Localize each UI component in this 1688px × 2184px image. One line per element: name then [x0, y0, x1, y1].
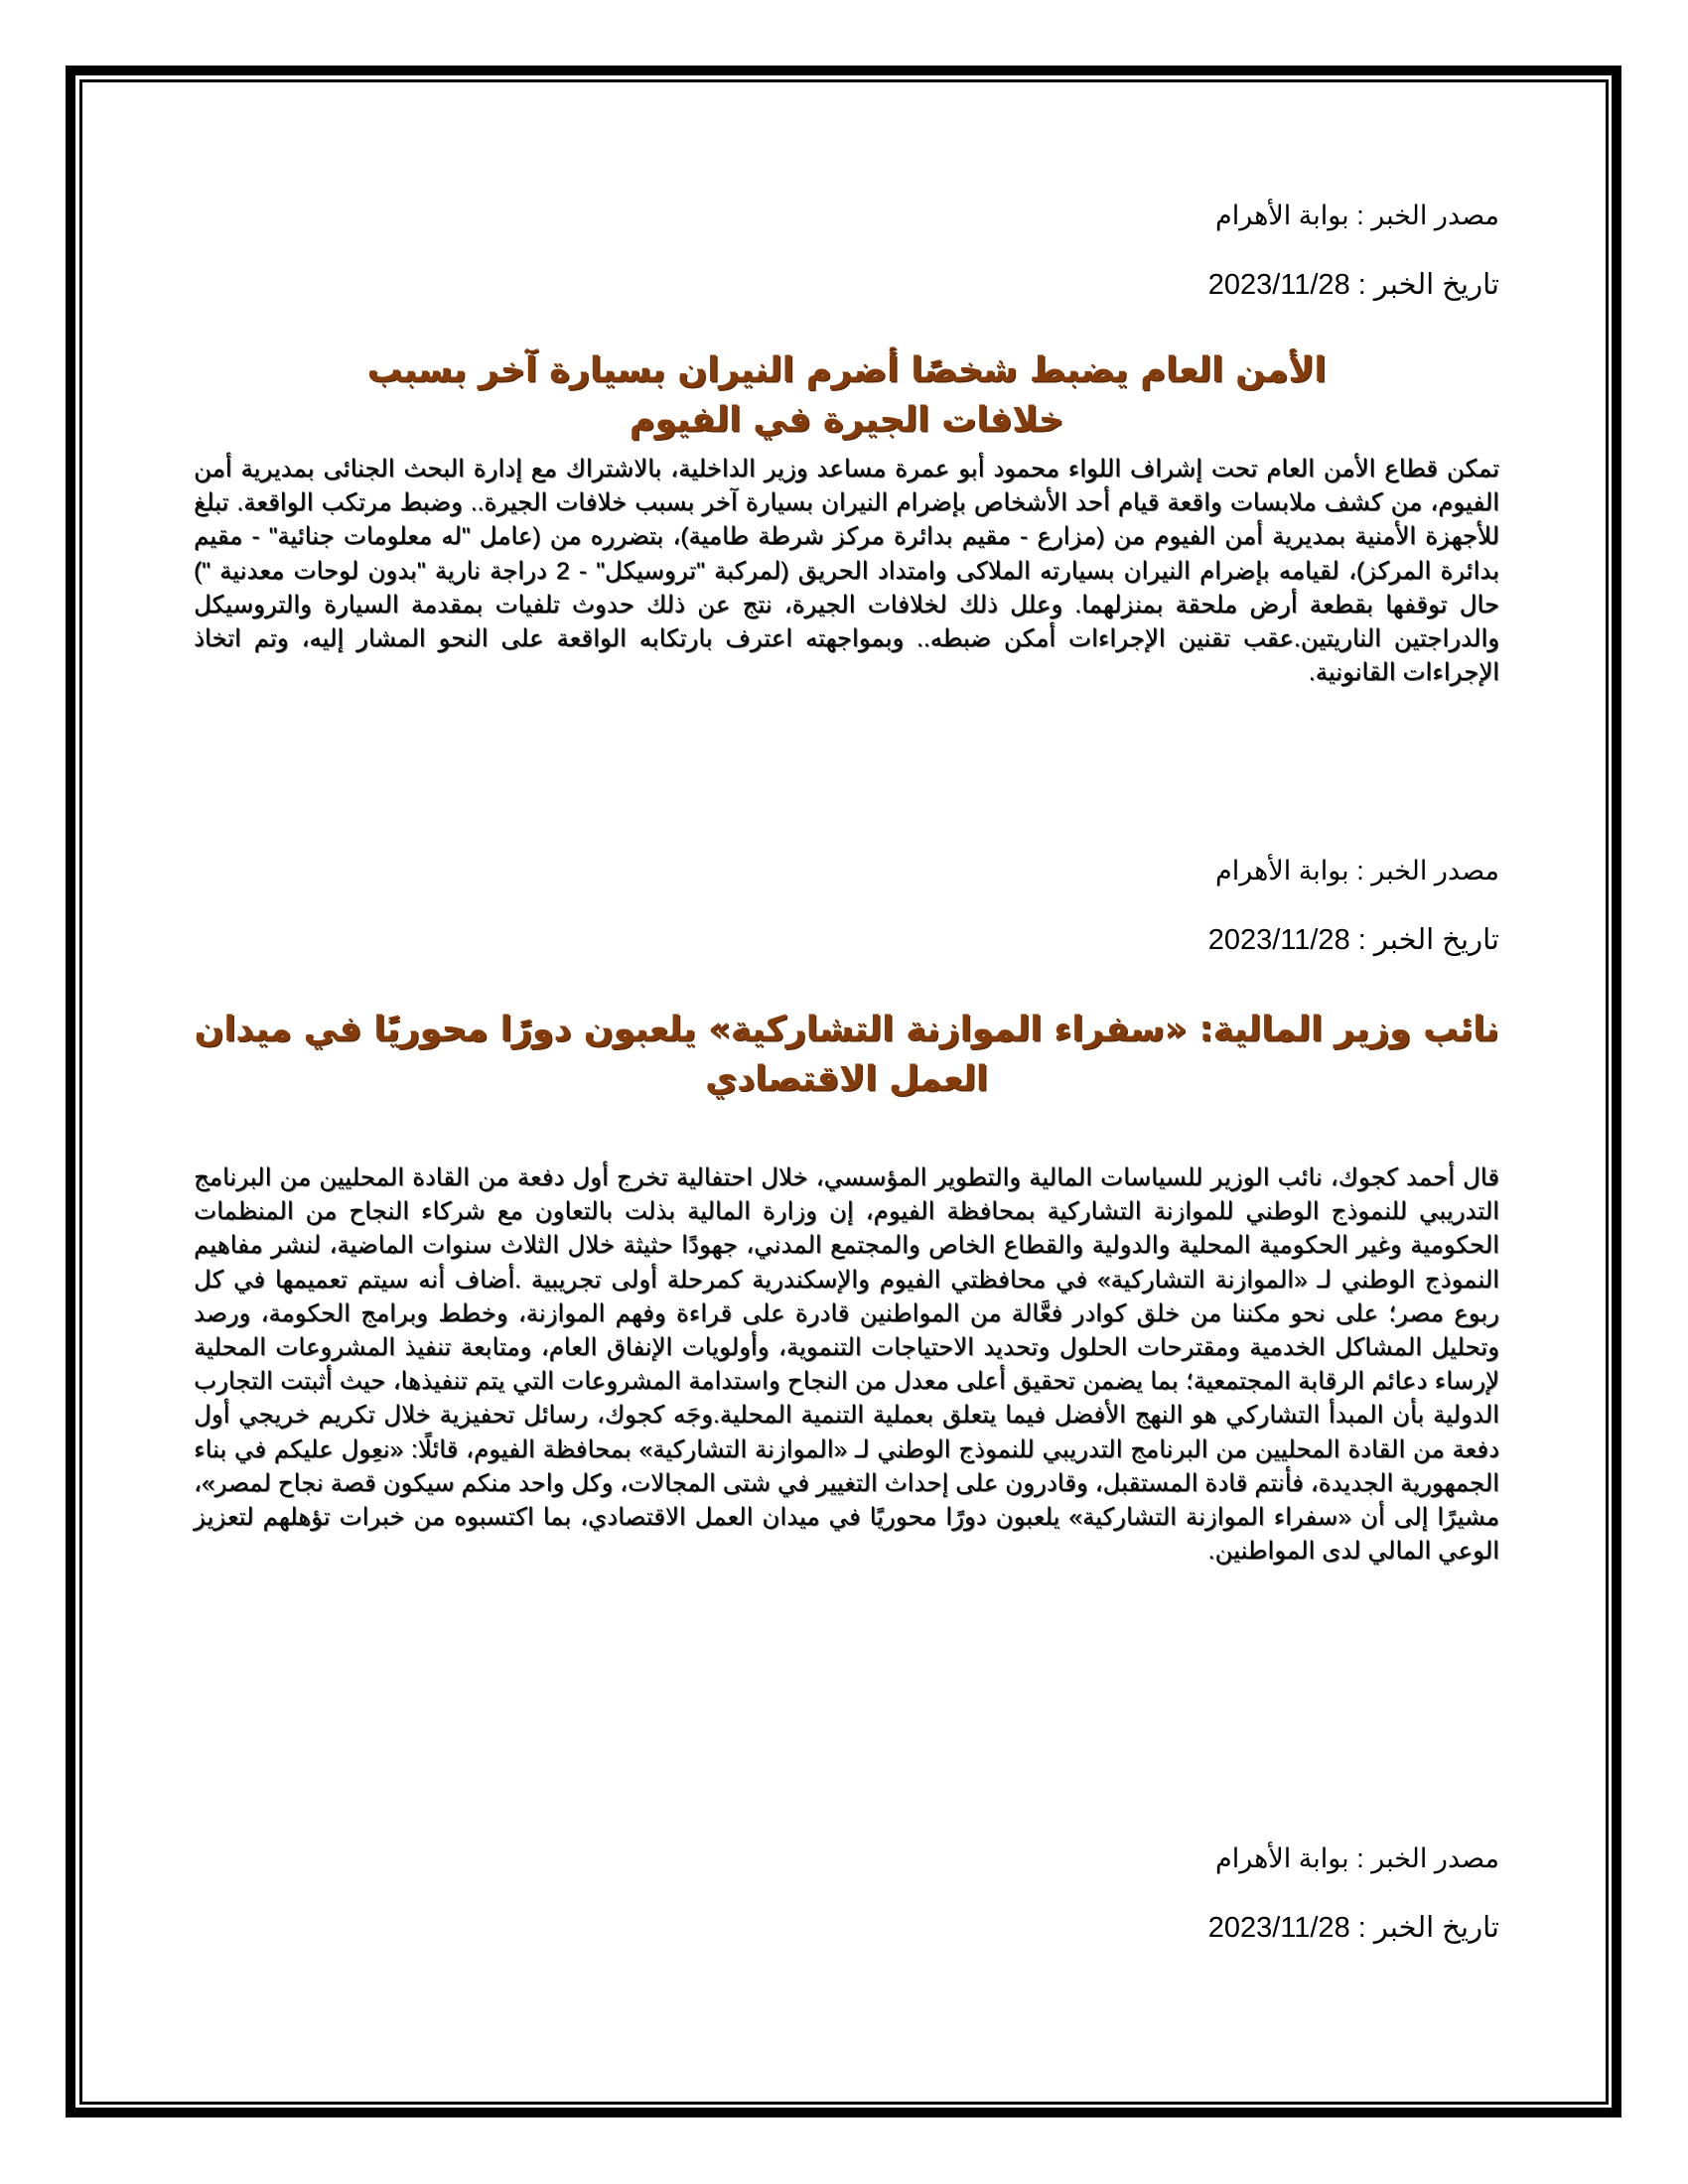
news-date-line: تاريخ الخبر : 2023/11/28: [1207, 924, 1499, 956]
news-source-line: مصدر الخبر : بوابة الأهرام: [1214, 856, 1499, 886]
news-date-line: تاريخ الخبر : 2023/11/28: [1207, 269, 1499, 301]
article-body: تمكن قطاع الأمن العام تحت إشراف اللواء محمود أبو عمرة مساعد وزير الداخلية، بالاشتراك مع إدارة البحث الجنائى بمديرية أمن الفيوم، من كشف ملابسات واقعة قيام أحد الأشخاص بإضرام النيران بسيارة آخر بسبب خلافات الجيرة.. وضبط مرتكب الواقعة. تبلغ للأجهزة الأمنية بمديرية أمن الفيوم من (مزارع - مقيم بدائرة مركز شرطة طامية)، بتضرره من (عامل "له معلومات جنائية" - مقيم بدائرة المركز)، لقيامه بإضرام النيران بسيارته الملاكى وامتداد الحريق (لمركبة "تروسيكل" - 2 دراجة نارية "بدون لوحات معدنية ") حال توقفها بقطعة أرض ملحقة بمنزلهما. وعلل ذلك لخلافات الجيرة، نتج عن ذلك حدوث تلفيات بمقدمة السيارة والتروسيكل والدراجتين الناريتين.عقب تقنين الإجراءات أمكن ضبطه.. وبمواجهته اعترف بارتكابه الواقعة على النحو المشار إليه، وتم اتخاذ الإجراءات القانونية.: [194, 456, 1499, 687]
article-title: نائب وزير المالية: «سفراء الموازنة التشاركية» يلعبون دورًا محوريًا في ميدان العمل الاقتصادي: [194, 1010, 1499, 1099]
news-source-line: مصدر الخبر : بوابة الأهرام: [1214, 1843, 1499, 1873]
news-source-line: مصدر الخبر : بوابة الأهرام: [1214, 201, 1499, 230]
article-body: قال أحمد كجوك، نائب الوزير للسياسات المالية والتطوير المؤسسي، خلال احتفالية تخرج أول دفعة من القادة المحليين من البرنامج التدريبي للنموذج الوطني للموازنة التشاركية بمحافظة الفيوم، إن وزارة المالية بذلت بالتعاون مع شركاء النجاح من المنظمات الحكومية وغير الحكومية المحلية والدولية والقطاع الخاص والمجتمع المدني، جهودًا حثيثة خلال الثلاث سنوات الماضية، لنشر مفاهيم النموذج الوطني لـ «الموازنة التشاركية» في محافظتي الفيوم والإسكندرية كمرحلة أولى تجريبية .أضاف أنه سيتم تعميمها في كل ربوع مصر؛ على نحو مكننا من خلق كوادر فعَّالة من المواطنين قادرة على قراءة وفهم الموازنة، وخطط وبرامج الحكومة، ورصد وتحليل المشاكل الخدمية ومقترحات الحلول وتحديد الاحتياجات التنموية، وأولويات الإنفاق العام، ومتابعة تنفيذ المشروعات المحلية لإرساء دعائم الرقابة المجتمعية؛ بما يضمن تحقيق أعلى معدل من النجاح واستدامة المشروعات التي يتم تنفيذها، حيث أثبتت التجارب الدولية بأن المبدأ التشاركي هو النهج الأفضل فيما يتعلق بعملية التنمية المحلية.وجَه كجوك، رسائل تحفيزية خلال تكريم خريجي أول دفعة من القادة المحليين من البرنامج التدريبي للنموذج الوطني لـ «الموازنة التشاركية» بمحافظة الفيوم، قائلًا: «نعِول عليكم في بناء الجمهورية الجديدة، فأنتم قادة المستقبل، وقادرون على إحداث التغيير في شتى المجالات، وكل واحد منكم سيكون قصة نجاح لمصر»، مشيرًا إلى أن «سفراء الموازنة التشاركية» يلعبون دورًا محوريًا في ميدان العمل الاقتصادي، بما اكتسبوه من خبرات تؤهلهم لتعزيز الوعي المالي لدى المواطنين.: [194, 1164, 1499, 1566]
news-date-line: تاريخ الخبر : 2023/11/28: [1207, 1912, 1499, 1944]
article-title: الأمن العام يضبط شخصًا أضرم النيران بسيارة آخر بسبب خلافات الجيرة في الفيوم: [366, 350, 1327, 440]
